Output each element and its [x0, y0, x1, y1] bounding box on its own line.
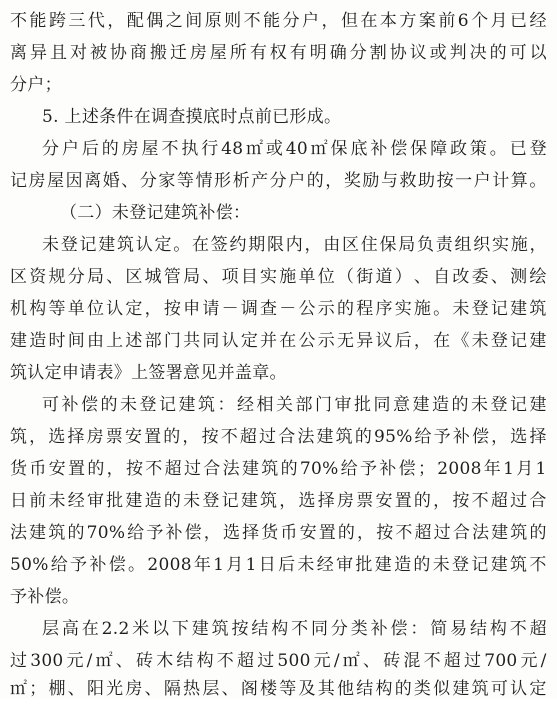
text-line: 不 能 跨 三 代 ， 配 偶 之 间 原 则 不 能 分 户 ， 但 在 本 方 案 前 6 个 月 已 经 [10, 11, 547, 31]
text-line: 区 资 规 分 局 、 区 城 管 局 、 项 目 实 施 单 位 （ 街 道 ） 、 自 改 委 、 测 绘 [10, 267, 547, 287]
text-line: 建 造 时 间 由 上 述 部 门 共 同 认 定 并 在 公 示 无 异 议 后 ， 在 《 未 登 记 建 [10, 331, 547, 351]
text-line: 法 建 筑 的 70% 给 予 补 偿 ， 选 择 货 币 安 置 的 ， 按 不 超 过 合 法 建 筑 的 [10, 523, 547, 543]
text-line: 货 币 安 置 的 ， 按 不 超 过 合 法 建 筑 的 70% 给 予 补 偿 ； 2008 年 1 月 1 [10, 459, 547, 479]
text-line: 筑认定申请表》上签署意见并盖章。 [10, 363, 287, 383]
text-line: 分 户 后 的 房 屋 不 执 行 48 ㎡ 或 40 ㎡ 保 底 补 偿 保 障 政 策 。 已 登 [42, 139, 547, 159]
text-line: 日 前 未 经 审 批 建 造 的 未 登 记 建 筑 ， 选 择 房 票 安 置 的 ， 按 不 超 过 合 [10, 491, 547, 511]
text-line: 予补偿。 [10, 587, 80, 607]
section-heading: （二）未登记建筑补偿： [60, 203, 251, 223]
text-line: 5. 上述条件在调查摸底时点前已形成。 [42, 107, 342, 127]
text-line: 层 高 在 2.2 米 以 下 建 筑 按 结 构 不 同 分 类 补 偿 ： 简 易 结 构 不 超 [42, 619, 547, 639]
text-line: 记 房 屋 因 离 婚 、 分 家 等 情 形 析 产 分 户 的 ， 奖 励 与 救 助 按 一 户 计 算 。 [10, 171, 547, 191]
text-line: 可 补 偿 的 未 登 记 建 筑 ： 经 相 关 部 门 审 批 同 意 建 造 的 未 登 记 建 [42, 395, 547, 415]
text-line: 未 登 记 建 筑 认 定 。 在 签 约 期 限 内 ， 由 区 住 保 局 负 责 组 织 实 施 ， [42, 235, 547, 255]
text-line: 筑 ， 选 择 房 票 安 置 的 ， 按 不 超 过 合 法 建 筑 的 95% 给 予 补 偿 ， 选 择 [10, 427, 547, 447]
text-line: 50% 给 予 补 偿 。 2008 年 1 月 1 日 后 未 经 审 批 建 造 的 未 登 记 建 筑 不 [10, 555, 547, 575]
text-line: 机 构 等 单 位 认 定 ， 按 申 请 － 调 查 － 公 示 的 程 序 实 施 。 未 登 记 建 筑 [10, 299, 547, 319]
text-line: 过 300 元 / ㎡ 、 砖 木 结 构 不 超 过 500 元 / ㎡ 、 砖 混 不 超 过 700 元 / [10, 651, 547, 671]
text-line: 离 异 且 对 被 协 商 搬 迁 房 屋 所 有 权 有 明 确 分 割 协 议 或 判 决 的 可 以 [10, 43, 547, 63]
text-line: ㎡ ； 棚 、 阳 光 房 、 隔 热 层 、 阁 楼 等 及 其 他 结 构 的 类 似 建 筑 可 认 定 [10, 679, 547, 699]
text-line: 分户； [10, 75, 62, 95]
